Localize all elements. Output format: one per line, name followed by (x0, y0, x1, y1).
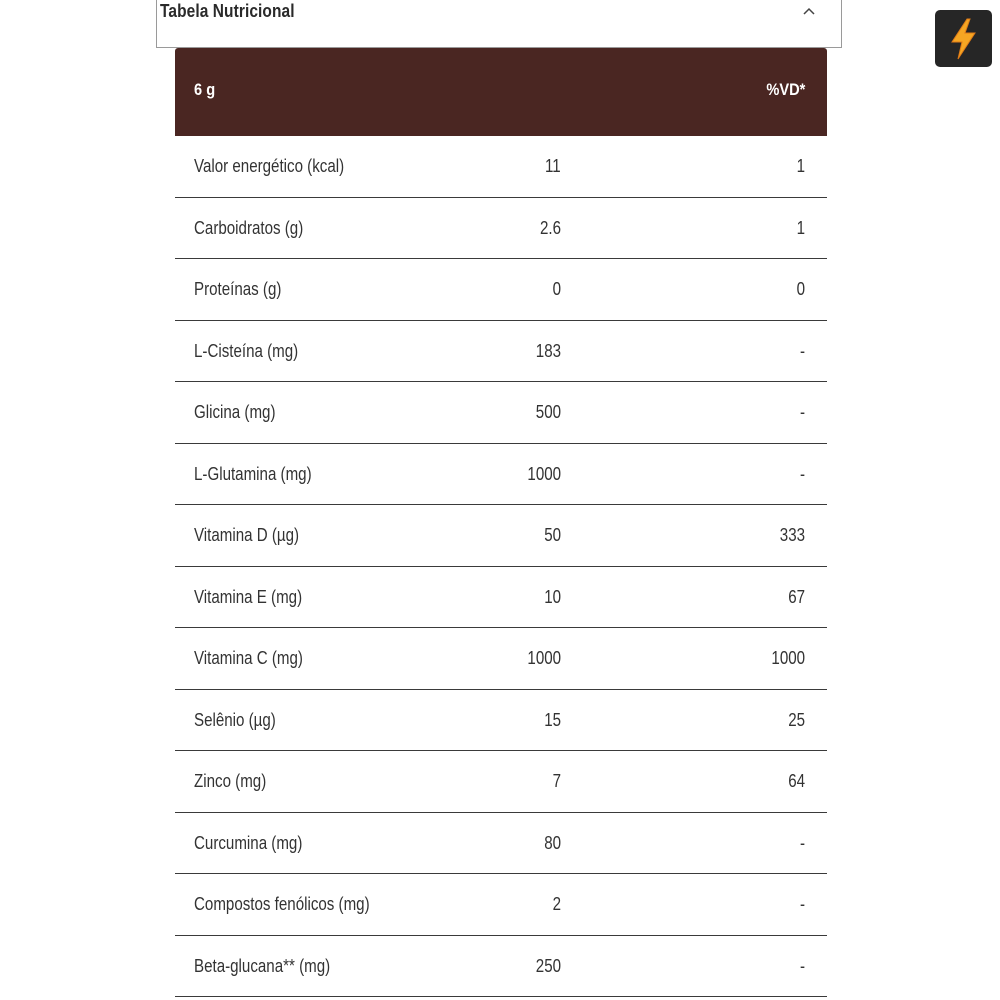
nutrient-name: Selênio (µg) (194, 709, 276, 730)
nutrient-vd: 1 (796, 217, 805, 238)
nutrition-accordion-header[interactable] (156, 0, 842, 48)
nutrient-name: Vitamina D (µg) (194, 525, 300, 545)
table-row (175, 628, 827, 690)
nutrient-name: Valor energético (kcal) (194, 156, 345, 176)
nutrient-vd: 1 (796, 156, 805, 176)
nutrient-amount: 183 (535, 340, 561, 361)
nutrient-amount: 1000 (527, 463, 561, 484)
nutrient-amount: 250 (535, 955, 561, 976)
table-row (175, 321, 827, 383)
nutrient-vd: - (799, 340, 805, 361)
table-row (175, 505, 827, 567)
table-row (175, 136, 827, 198)
nutrient-vd: 333 (779, 525, 805, 545)
chevron-up-icon[interactable] (799, 2, 819, 22)
table-row (175, 198, 827, 260)
nutrient-vd: - (799, 402, 805, 422)
nutrient-vd: 64 (788, 771, 805, 791)
table-row (175, 259, 827, 321)
portion-size: 6 g (194, 80, 216, 99)
nutrient-vd: - (799, 894, 805, 914)
table-row (175, 690, 827, 752)
table-body (175, 136, 827, 997)
nutrient-name: L-Cisteína (mg) (194, 340, 299, 361)
nutrient-vd: 0 (796, 279, 805, 299)
nutrient-name: Zinco (mg) (194, 771, 267, 791)
nutrient-amount: 10 (544, 586, 561, 607)
quick-action-button[interactable] (935, 10, 992, 67)
nutrient-amount: 0 (552, 279, 561, 299)
nutrient-vd: 67 (788, 586, 805, 607)
table-row (175, 751, 827, 813)
accordion-title: Tabela Nutricional (160, 1, 295, 21)
table-row (175, 813, 827, 875)
nutrient-amount: 2 (552, 894, 561, 914)
nutrient-vd: 25 (788, 709, 805, 730)
nutrient-name: Compostos fenólicos (mg) (194, 894, 370, 914)
table-row (175, 936, 827, 998)
nutrient-amount: 7 (552, 771, 561, 791)
table-row (175, 567, 827, 629)
nutrient-name: Vitamina E (mg) (194, 586, 303, 607)
table-header (175, 48, 827, 136)
nutrient-name: Beta-glucana** (mg) (194, 955, 331, 976)
nutrition-table (175, 48, 827, 997)
nutrient-name: Curcumina (mg) (194, 832, 303, 853)
nutrient-vd: - (799, 955, 805, 976)
nutrient-amount: 50 (544, 525, 561, 545)
nutrient-vd: 1000 (771, 648, 805, 668)
nutrient-amount: 80 (544, 832, 561, 853)
nutrient-name: L-Glutamina (mg) (194, 463, 312, 484)
lightning-bolt-icon (935, 10, 992, 67)
table-row (175, 874, 827, 936)
nutrient-amount: 15 (544, 709, 561, 730)
nutrient-name: Carboidratos (g) (194, 217, 304, 238)
nutrient-amount: 500 (535, 402, 561, 422)
nutrient-vd: - (799, 832, 805, 853)
nutrient-name: Glicina (mg) (194, 402, 276, 422)
nutrient-amount: 2.6 (539, 217, 561, 238)
nutrient-vd: - (799, 463, 805, 484)
nutrient-name: Proteínas (g) (194, 279, 282, 299)
table-row (175, 382, 827, 444)
table-row (175, 444, 827, 506)
nutrient-amount: 1000 (527, 648, 561, 668)
nutrient-amount: 11 (545, 156, 561, 176)
vd-header: %VD* (765, 80, 805, 99)
nutrient-name: Vitamina C (mg) (194, 648, 303, 668)
